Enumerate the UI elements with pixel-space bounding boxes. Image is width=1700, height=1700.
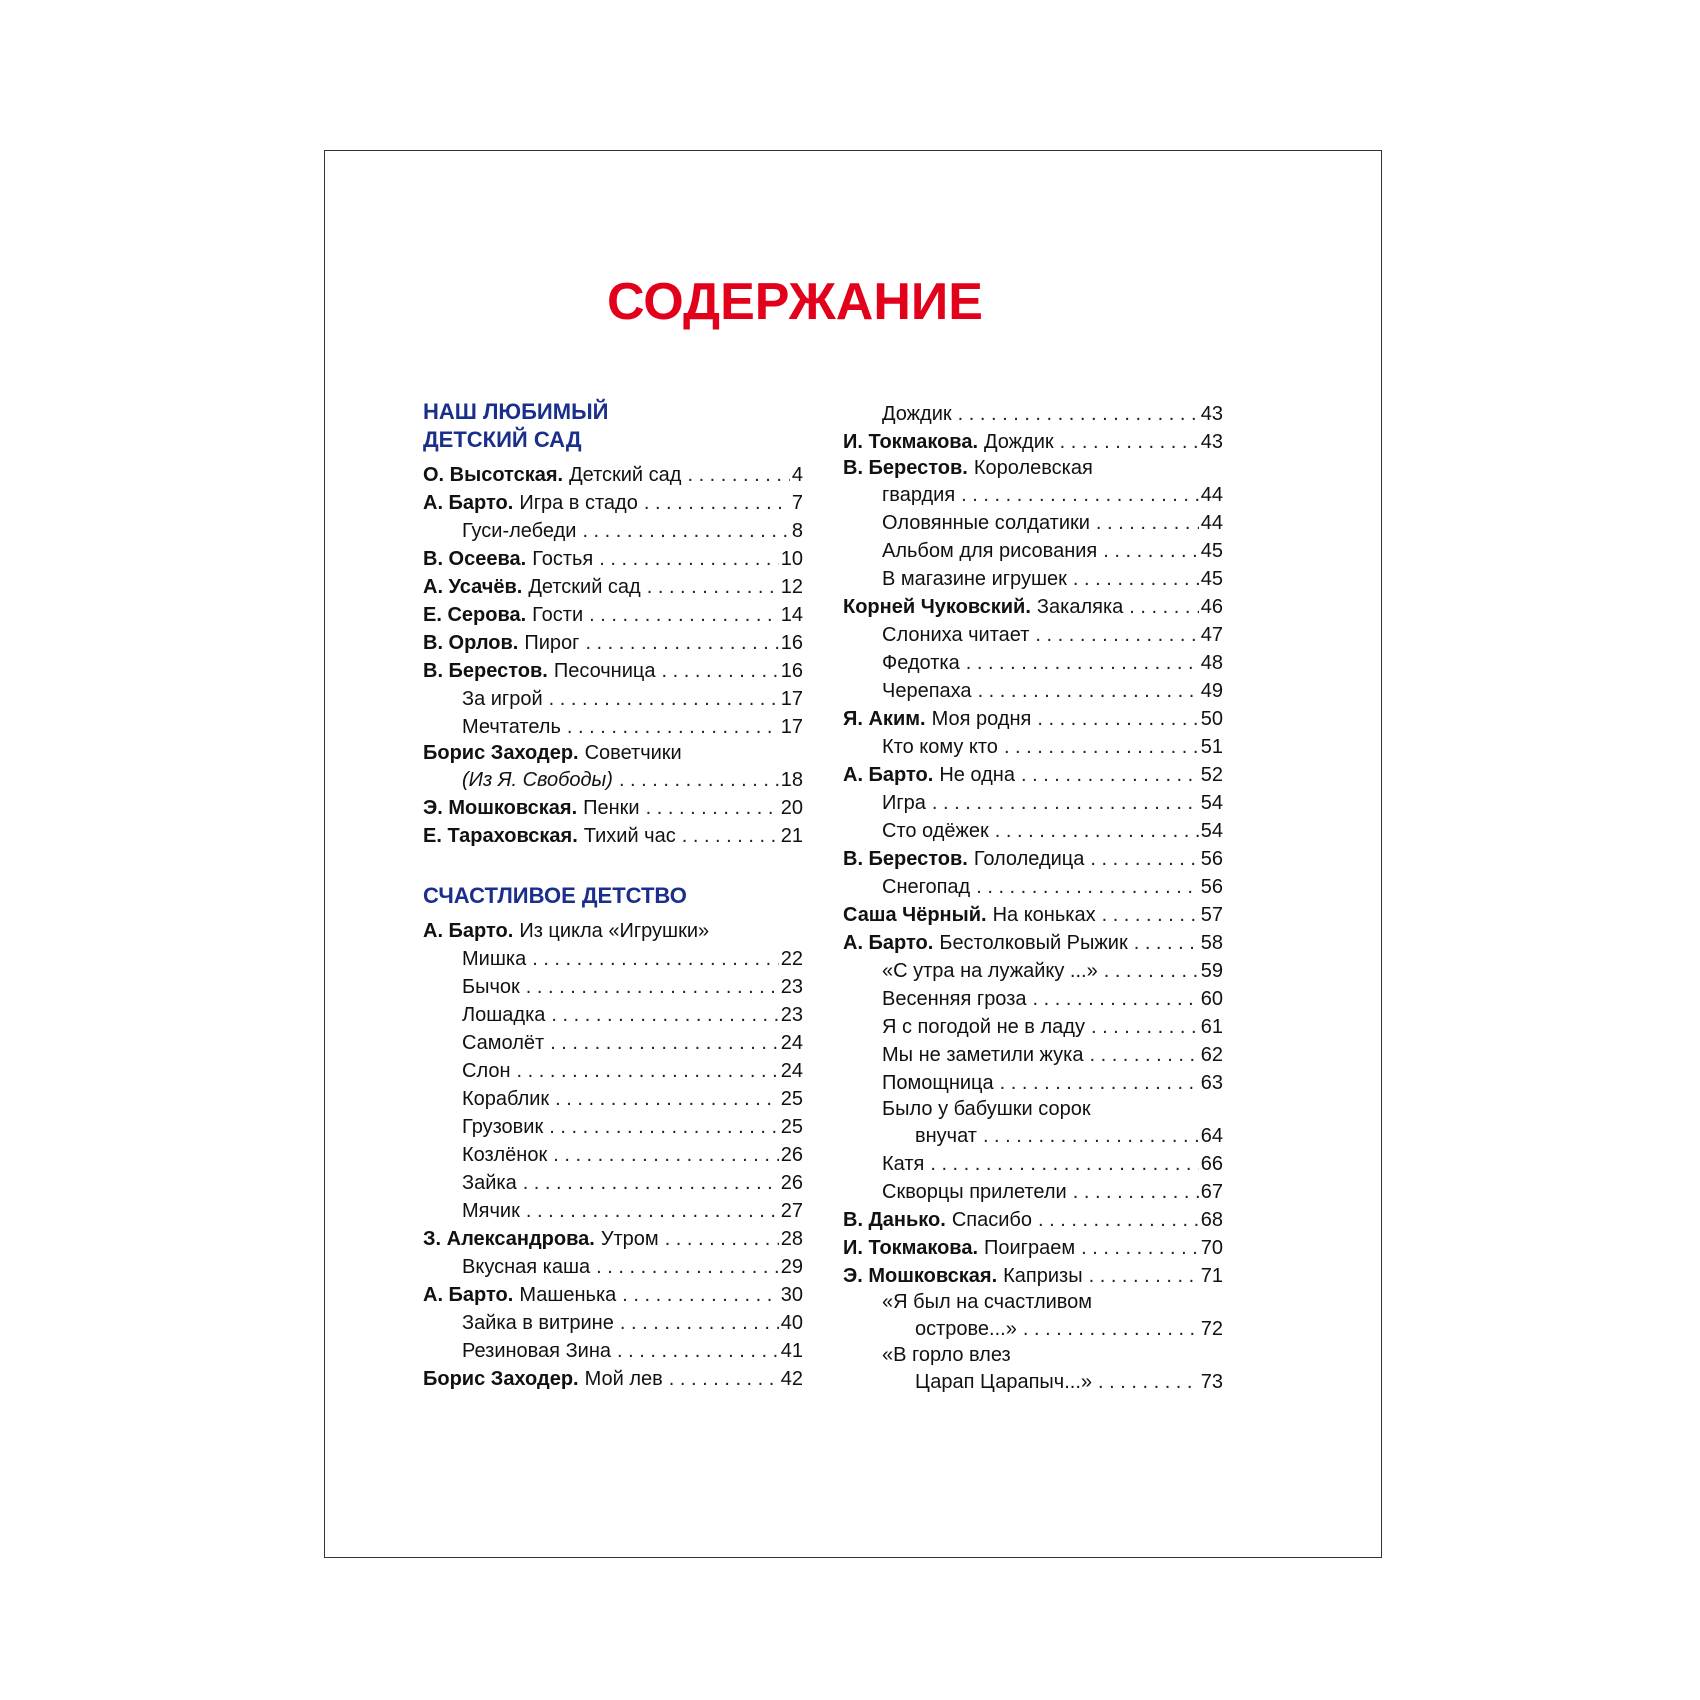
toc-entry[interactable] xyxy=(423,713,803,741)
leader-dots xyxy=(1103,537,1198,565)
entry-page-number: 56 xyxy=(1200,848,1223,870)
entry-title: Детский сад xyxy=(569,464,682,486)
entry-title: Советчики xyxy=(584,742,682,764)
entry-title: Мечтатель xyxy=(462,716,561,738)
leader-dots xyxy=(617,1337,779,1365)
toc-entry[interactable] xyxy=(843,1343,1223,1396)
entry-title: острове...» xyxy=(915,1318,1017,1340)
entry-title: Самолёт xyxy=(462,1032,545,1054)
entry-page-number: 51 xyxy=(1200,736,1223,758)
leader-dots xyxy=(567,713,779,741)
entry-author: Е. Тараховская. xyxy=(423,825,578,847)
leader-dots xyxy=(930,1150,1198,1178)
leader-dots xyxy=(585,629,778,657)
entry-author: Борис Заходер. xyxy=(423,742,579,764)
entry-page-number: 49 xyxy=(1200,680,1223,702)
entry-title: Оловянные солдатики xyxy=(882,512,1090,534)
entry-author: И. Токмакова. xyxy=(843,431,978,453)
entry-page-number: 72 xyxy=(1200,1318,1223,1340)
entry-page-number: 16 xyxy=(780,632,803,654)
entry-title: Сто одёжек xyxy=(882,820,989,842)
toc-entry[interactable] xyxy=(423,1253,803,1281)
leader-dots xyxy=(532,945,779,973)
toc-entry[interactable] xyxy=(423,489,803,517)
entry-title: Лошадка xyxy=(462,1004,546,1026)
leader-dots xyxy=(983,1122,1199,1150)
entry-page-number: 56 xyxy=(1200,876,1223,898)
entry-author: А. Барто. xyxy=(843,764,934,786)
leader-dots xyxy=(553,1141,779,1169)
leader-dots xyxy=(582,517,789,545)
toc-entry[interactable] xyxy=(423,601,803,629)
entry-title: Катя xyxy=(882,1153,925,1175)
entry-page-number: 16 xyxy=(780,660,803,682)
entry-author: В. Берестов. xyxy=(843,848,968,870)
toc-entry[interactable] xyxy=(423,794,803,822)
entry-page-number: 67 xyxy=(1200,1181,1223,1203)
entry-title: Пенки xyxy=(583,797,640,819)
leader-dots xyxy=(665,1225,779,1253)
entry-page-number: 68 xyxy=(1200,1209,1223,1231)
entry-title: Слон xyxy=(462,1060,511,1082)
entry-page-number: 28 xyxy=(780,1228,803,1250)
toc-entry[interactable] xyxy=(423,1225,803,1253)
entry-page-number: 27 xyxy=(780,1200,803,1222)
entry-page-number: 40 xyxy=(780,1312,803,1334)
entry-title: Бычок xyxy=(462,976,520,998)
entry-page-number: 59 xyxy=(1200,960,1223,982)
entry-title: внучат xyxy=(915,1125,977,1147)
leader-dots xyxy=(523,1169,779,1197)
entry-author: В. Берестов. xyxy=(423,660,548,682)
toc-entry[interactable] xyxy=(423,1029,803,1057)
leader-dots xyxy=(961,481,1199,509)
toc-entry[interactable] xyxy=(423,629,803,657)
section-heading-kindergarten xyxy=(423,398,803,454)
entry-title: Резиновая Зина xyxy=(462,1340,611,1362)
leader-dots xyxy=(966,649,1199,677)
leader-dots xyxy=(1004,733,1199,761)
entry-title: Вкусная каша xyxy=(462,1256,591,1278)
entry-title: Дождик xyxy=(984,431,1054,453)
toc-entry[interactable] xyxy=(423,1057,803,1085)
entry-page-number: 64 xyxy=(1200,1125,1223,1147)
entry-page-number: 18 xyxy=(780,769,803,791)
entry-title: Из цикла «Игрушки» xyxy=(519,920,710,942)
entry-page-number: 58 xyxy=(1200,932,1223,954)
leader-dots xyxy=(644,489,790,517)
leader-dots xyxy=(620,1309,779,1337)
entry-title: Не одна xyxy=(939,764,1015,786)
entry-title: Моя родня xyxy=(931,708,1032,730)
entry-page-number: 4 xyxy=(791,464,803,486)
entry-author: В. Данько. xyxy=(843,1209,946,1231)
toc-entry[interactable] xyxy=(843,428,1223,456)
toc-entry[interactable] xyxy=(423,917,803,945)
leader-dots xyxy=(550,1029,779,1057)
entry-title: «С утра на лужайку ...» xyxy=(882,960,1098,982)
entry-page-number: 54 xyxy=(1200,820,1223,842)
entry-page-number: 10 xyxy=(780,548,803,570)
entry-title: Игра в стадо xyxy=(519,492,638,514)
entry-author: В. Берестов. xyxy=(843,457,968,479)
toc-list xyxy=(423,461,803,741)
toc-entry[interactable] xyxy=(423,945,803,973)
entry-page-number: 23 xyxy=(780,1004,803,1026)
leader-dots xyxy=(1089,1262,1199,1290)
leader-dots xyxy=(1134,929,1199,957)
entry-title: Черепаха xyxy=(882,680,972,702)
toc-entry[interactable] xyxy=(423,1365,803,1393)
toc-entry[interactable] xyxy=(843,1206,1223,1234)
toc-entry[interactable] xyxy=(843,593,1223,621)
entry-title: Игра xyxy=(882,792,926,814)
entry-page-number: 29 xyxy=(780,1256,803,1278)
entry-page-number: 42 xyxy=(780,1368,803,1390)
toc-list xyxy=(843,509,1223,1097)
entry-author: Э. Мошковская. xyxy=(423,797,578,819)
entry-title: Я с погодой не в ладу xyxy=(882,1016,1085,1038)
leader-dots xyxy=(661,657,778,685)
entry-page-number: 70 xyxy=(1200,1237,1223,1259)
leader-dots xyxy=(1129,593,1199,621)
toc-entry[interactable] xyxy=(423,741,803,794)
entry-author: Борис Заходер. xyxy=(423,1368,579,1390)
entry-page-number: 71 xyxy=(1200,1265,1223,1287)
entry-title: На коньках xyxy=(992,904,1096,926)
leader-dots xyxy=(1073,565,1199,593)
entry-title: Зайка в витрине xyxy=(462,1312,614,1334)
entry-title: Скворцы прилетели xyxy=(882,1181,1067,1203)
leader-dots xyxy=(932,789,1199,817)
entry-author: В. Орлов. xyxy=(423,632,519,654)
toc-entry[interactable] xyxy=(843,957,1223,985)
toc-entry[interactable] xyxy=(843,705,1223,733)
entry-page-number: 57 xyxy=(1200,904,1223,926)
entry-title: В магазине игрушек xyxy=(882,568,1067,590)
toc-entry[interactable] xyxy=(843,565,1223,593)
entry-title: Мой лев xyxy=(584,1368,663,1390)
entry-title: Утром xyxy=(600,1228,659,1250)
leader-dots xyxy=(1021,761,1199,789)
entry-page-number: 52 xyxy=(1200,764,1223,786)
toc-left-column xyxy=(423,398,803,1393)
toc-entry[interactable] xyxy=(423,1337,803,1365)
entry-title: Грузовик xyxy=(462,1116,544,1138)
section-heading-line: НАШ ЛЮБИМЫЙ xyxy=(423,399,609,424)
toc-list xyxy=(423,945,803,1393)
entry-page-number: 30 xyxy=(780,1284,803,1306)
entry-page-number: 7 xyxy=(791,492,803,514)
entry-page-number: 12 xyxy=(780,576,803,598)
entry-page-number: 47 xyxy=(1200,624,1223,646)
entry-author: И. Токмакова. xyxy=(843,1237,978,1259)
leader-dots xyxy=(1089,1041,1198,1069)
entry-title: Дождик xyxy=(882,403,952,425)
toc-entry[interactable] xyxy=(843,1097,1223,1150)
toc-entry[interactable] xyxy=(843,1178,1223,1206)
toc-entry[interactable] xyxy=(843,1290,1223,1343)
entry-page-number: 22 xyxy=(780,948,803,970)
entry-page-number: 20 xyxy=(780,797,803,819)
leader-dots xyxy=(517,1057,779,1085)
entry-author: О. Высотская. xyxy=(423,464,564,486)
toc-entry[interactable] xyxy=(423,1169,803,1197)
entry-page-number: 50 xyxy=(1200,708,1223,730)
toc-entry[interactable] xyxy=(423,1141,803,1169)
entry-title: Поиграем xyxy=(984,1237,1076,1259)
entry-title: Царап Царапыч...» xyxy=(915,1371,1093,1393)
entry-page-number: 45 xyxy=(1200,568,1223,590)
entry-title: Федотка xyxy=(882,652,960,674)
entry-page-number: 8 xyxy=(791,520,803,542)
entry-title: Весенняя гроза xyxy=(882,988,1027,1010)
entry-author: А. Барто. xyxy=(423,920,514,942)
entry-title: Гостья xyxy=(532,548,594,570)
leader-dots xyxy=(1091,1013,1199,1041)
leader-dots xyxy=(1000,1069,1199,1097)
entry-title: Было у бабушки сорок xyxy=(882,1098,1091,1120)
entry-page-number: 14 xyxy=(780,604,803,626)
entry-title: Капризы xyxy=(1003,1265,1083,1287)
entry-author: Корней Чуковский. xyxy=(843,596,1031,618)
entry-title: Бестолковый Рыжик xyxy=(939,932,1128,954)
toc-entry[interactable] xyxy=(843,677,1223,705)
entry-title: Тихий час xyxy=(583,825,676,847)
leader-dots xyxy=(682,822,779,850)
toc-entry[interactable] xyxy=(423,685,803,713)
entry-title: «В горло влез xyxy=(882,1344,1011,1366)
toc-entry[interactable] xyxy=(843,733,1223,761)
toc-entry[interactable] xyxy=(843,621,1223,649)
toc-entry[interactable] xyxy=(843,929,1223,957)
leader-dots xyxy=(976,873,1199,901)
entry-title: Альбом для рисования xyxy=(882,540,1098,562)
toc-entry[interactable] xyxy=(423,1197,803,1225)
toc-entry[interactable] xyxy=(843,845,1223,873)
entry-title: Кто кому кто xyxy=(882,736,998,758)
entry-page-number: 73 xyxy=(1200,1371,1223,1393)
entry-title: Кораблик xyxy=(462,1088,550,1110)
toc-entry[interactable] xyxy=(423,822,803,850)
entry-title: Снегопад xyxy=(882,876,971,898)
toc-entry[interactable] xyxy=(843,901,1223,929)
entry-page-number: 26 xyxy=(780,1172,803,1194)
entry-page-number: 62 xyxy=(1200,1044,1223,1066)
toc-entry[interactable] xyxy=(843,985,1223,1013)
entry-author: Э. Мошковская. xyxy=(843,1265,998,1287)
toc-entry[interactable] xyxy=(843,1041,1223,1069)
entry-page-number: 24 xyxy=(780,1032,803,1054)
leader-dots xyxy=(589,601,779,629)
entry-title: Мячик xyxy=(462,1200,520,1222)
entry-page-number: 25 xyxy=(780,1088,803,1110)
leader-dots xyxy=(596,1253,779,1281)
entry-author: З. Александрова. xyxy=(423,1228,595,1250)
toc-entry[interactable] xyxy=(843,1262,1223,1290)
toc-right-column xyxy=(843,400,1223,1396)
leader-dots xyxy=(1104,957,1199,985)
entry-author: А. Усачёв. xyxy=(423,576,523,598)
entry-title: «Я был на счастливом xyxy=(882,1291,1093,1313)
leader-dots xyxy=(1073,1178,1199,1206)
toc-entry[interactable] xyxy=(423,1281,803,1309)
leader-dots xyxy=(978,677,1199,705)
toc-entry[interactable] xyxy=(843,649,1223,677)
entry-author: В. Осеева. xyxy=(423,548,527,570)
leader-dots xyxy=(995,817,1199,845)
toc-list xyxy=(843,1150,1223,1290)
entry-page-number: 17 xyxy=(780,688,803,710)
toc-entry[interactable] xyxy=(843,509,1223,537)
entry-title: Мишка xyxy=(462,948,527,970)
entry-title: гвардия xyxy=(882,484,956,506)
entry-author: Саша Чёрный. xyxy=(843,904,987,926)
entry-title: Детский сад xyxy=(528,576,641,598)
entry-page-number: 45 xyxy=(1200,540,1223,562)
leader-dots xyxy=(1098,1368,1199,1396)
page-title: СОДЕРЖАНИЕ xyxy=(607,273,983,331)
entry-author: Я. Аким. xyxy=(843,708,926,730)
entry-author: А. Барто. xyxy=(423,1284,514,1306)
leader-dots xyxy=(1033,985,1199,1013)
entry-page-number: 23 xyxy=(780,976,803,998)
entry-page-number: 46 xyxy=(1200,596,1223,618)
entry-title: Гололедица xyxy=(973,848,1085,870)
entry-page-number: 26 xyxy=(780,1144,803,1166)
entry-title: Помощница xyxy=(882,1072,994,1094)
entry-title: Слониха читает xyxy=(882,624,1030,646)
toc-entry[interactable] xyxy=(423,1309,803,1337)
toc-entry[interactable] xyxy=(843,817,1223,845)
entry-page-number: 21 xyxy=(780,825,803,847)
entry-title: Спасибо xyxy=(951,1209,1032,1231)
entry-title: За игрой xyxy=(462,688,543,710)
toc-entry[interactable] xyxy=(423,573,803,601)
entry-title: Зайка xyxy=(462,1172,517,1194)
toc-entry[interactable] xyxy=(843,1069,1223,1097)
entry-page-number: 17 xyxy=(780,716,803,738)
leader-dots xyxy=(1102,901,1199,929)
toc-entry[interactable] xyxy=(843,1234,1223,1262)
leader-dots xyxy=(1035,621,1198,649)
entry-page-number: 60 xyxy=(1200,988,1223,1010)
toc-entry[interactable] xyxy=(423,657,803,685)
section-heading-childhood: СЧАСТЛИВОЕ ДЕТСТВО xyxy=(423,883,687,908)
leader-dots xyxy=(958,400,1199,428)
leader-dots xyxy=(1081,1234,1199,1262)
toc-entry[interactable] xyxy=(843,400,1223,428)
leader-dots xyxy=(1037,705,1198,733)
entry-title: Песочница xyxy=(553,660,656,682)
leader-dots xyxy=(669,1365,779,1393)
toc-entry[interactable] xyxy=(423,1085,803,1113)
entry-page-number: 48 xyxy=(1200,652,1223,674)
entry-title: (Из Я. Свободы) xyxy=(462,769,613,791)
leader-dots xyxy=(599,545,779,573)
leader-dots xyxy=(549,685,779,713)
toc-list xyxy=(423,794,803,850)
entry-page-number: 66 xyxy=(1200,1153,1223,1175)
leader-dots xyxy=(646,794,779,822)
leader-dots xyxy=(1023,1315,1199,1343)
entry-author: А. Барто. xyxy=(423,492,514,514)
entry-page-number: 25 xyxy=(780,1116,803,1138)
leader-dots xyxy=(1096,509,1199,537)
entry-title: Гости xyxy=(532,604,584,626)
leader-dots xyxy=(647,573,779,601)
entry-page-number: 61 xyxy=(1200,1016,1223,1038)
leader-dots xyxy=(526,1197,779,1225)
toc-list xyxy=(843,400,1223,456)
entry-title: Мы не заметили жука xyxy=(882,1044,1084,1066)
toc-entry[interactable] xyxy=(843,873,1223,901)
entry-author: Е. Серова. xyxy=(423,604,527,626)
entry-title: Машенька xyxy=(519,1284,617,1306)
toc-entry[interactable] xyxy=(843,1150,1223,1178)
toc-entry[interactable] xyxy=(843,761,1223,789)
leader-dots xyxy=(1038,1206,1199,1234)
entry-title: Закаляка xyxy=(1036,596,1124,618)
leader-dots xyxy=(619,766,779,794)
toc-entry[interactable] xyxy=(423,545,803,573)
entry-title: Пирог xyxy=(524,632,580,654)
leader-dots xyxy=(622,1281,778,1309)
entry-page-number: 54 xyxy=(1200,792,1223,814)
toc-entry[interactable] xyxy=(423,973,803,1001)
entry-page-number: 43 xyxy=(1200,431,1223,453)
entry-page-number: 43 xyxy=(1200,403,1223,425)
leader-dots xyxy=(555,1085,779,1113)
entry-page-number: 24 xyxy=(780,1060,803,1082)
entry-page-number: 44 xyxy=(1200,484,1223,506)
entry-page-number: 44 xyxy=(1200,512,1223,534)
leader-dots xyxy=(1060,428,1199,456)
toc-entry[interactable] xyxy=(423,1001,803,1029)
leader-dots xyxy=(526,973,779,1001)
entry-title: Гуси-лебеди xyxy=(462,520,577,542)
leader-dots xyxy=(1090,845,1198,873)
entry-page-number: 63 xyxy=(1200,1072,1223,1094)
toc-entry[interactable] xyxy=(843,537,1223,565)
toc-entry[interactable] xyxy=(423,1113,803,1141)
leader-dots xyxy=(549,1113,779,1141)
entry-title: Королевская xyxy=(973,457,1093,479)
toc-entry[interactable] xyxy=(843,789,1223,817)
entry-author: А. Барто. xyxy=(843,932,934,954)
toc-entry[interactable] xyxy=(843,456,1223,509)
toc-entry[interactable] xyxy=(423,517,803,545)
section-heading-line: ДЕТСКИЙ САД xyxy=(423,427,582,452)
entry-page-number: 41 xyxy=(780,1340,803,1362)
entry-title: Козлёнок xyxy=(462,1144,548,1166)
toc-entry[interactable] xyxy=(423,461,803,489)
leader-dots xyxy=(687,461,789,489)
leader-dots xyxy=(551,1001,778,1029)
toc-entry[interactable] xyxy=(843,1013,1223,1041)
